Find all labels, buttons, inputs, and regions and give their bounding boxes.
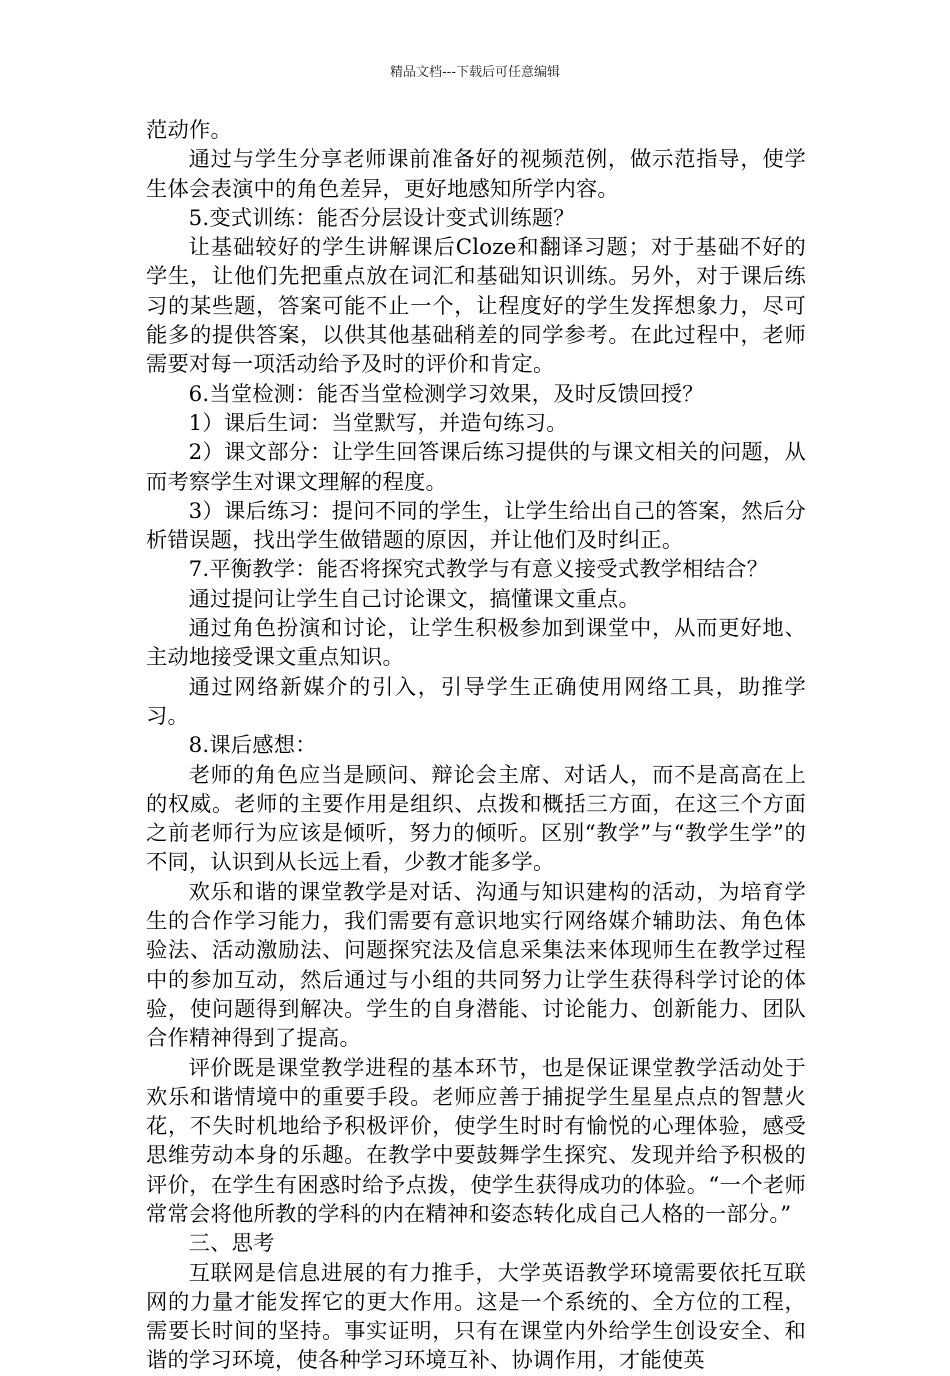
list-item: 2）课文部分：让学生回答课后练习提供的与课文相关的问题，从而考察学生对课文理解的程度。 xyxy=(146,440,806,495)
paragraph: 让基础较好的学生讲解课后Cloze和翻译习题；对于基础不好的学生，让他们先把重点放在词汇和基础知识训练。另外，对于课后练习的某些题，答案可能不止一个，让程度好的学生发挥想象力，尽可能多的提供答案，以供其他基础稍差的同学参考。在此过程中，老师需要对每一项活动给予及时的评价和肯定。 xyxy=(146,235,806,378)
section-heading-8: 8.课后感想： xyxy=(188,733,317,759)
paragraph: 互联网是信息进展的有力推手，大学英语教学环境需要依托互联网的力量才能发挥它的更大作用。这是一个系统的、全方位的工程，需要长时间的坚持。事实证明，只有在课堂内外给学生创设安全、和谐的学习环境，使各种学习环境互补、协调作用，才能使英 xyxy=(146,1260,806,1374)
document-body xyxy=(146,116,806,1376)
paragraph: 老师的角色应当是顾问、辩论会主席、对话人，而不是高高在上的权威。老师的主要作用是组织、点拨和概括三方面，在这三个方面之前老师行为应该是倾听，努力的倾听。区别“教学”与“教学生学”的不同，认识到从长远上看，少教才能多学。 xyxy=(146,762,806,876)
list-item: 1）课后生词：当堂默写，并造句练习。 xyxy=(188,410,568,436)
paragraph: 通过提问让学生自己讨论课文，搞懂课文重点。 xyxy=(188,586,641,612)
paragraph: 通过网络新媒介的引入，引导学生正确使用网络工具，助推学习。 xyxy=(146,674,806,729)
section-heading-6: 6.当堂检测：能否当堂检测学习效果，及时反馈回授？ xyxy=(188,381,704,407)
paragraph: 通过与学生分享老师课前准备好的视频范例，做示范指导，使学生体会表演中的角色差异，更好地感知所学内容。 xyxy=(146,147,806,202)
section-heading-5: 5.变式训练：能否分层设计变式训练题？ xyxy=(188,205,575,231)
paragraph: 通过角色扮演和讨论，让学生积极参加到课堂中，从而更好地、主动地接受课文重点知识。 xyxy=(146,616,806,671)
list-item: 3）课后练习：提问不同的学生，让学生给出自己的答案，然后分析错误题，找出学生做错题的原因，并让他们及时纠正。 xyxy=(146,498,806,554)
paragraph: 欢乐和谐的课堂教学是对话、沟通与知识建构的活动，为培育学生的合作学习能力，我们需要有意识地实行网络媒介辅助法、角色体验法、活动激励法、问题探究法及信息采集法来体现师生在教学过程中的参加互动，然后通过与小组的共同努力让学生获得科学讨论的体验，使问题得到解决。学生的自身潜能、讨论能力、创新能力、团队合作精神得到了提高。 xyxy=(146,879,806,1052)
paragraph-continuation: 范动作。 xyxy=(146,118,232,143)
paragraph: 评价既是课堂教学进程的基本环节，也是保证课堂教学活动处于欢乐和谐情境中的重要手段。老师应善于捕捉学生星星点点的智慧火花，不失时机地给予积极评价，使学生时时有愉悦的心理体验，感受思维劳动本身的乐趣。在教学中要鼓舞学生探究、发现并给予积极的评价，在学生有困惑时给予点拨，使学生获得成功的体验。“一个老师常常会将他所教的学科的内在精神和姿态转化成自己人格的一部分。” xyxy=(146,1055,806,1227)
page-header: 精品文档---下载后可任意编辑 xyxy=(389,65,561,80)
section-heading-3: 三、思考 xyxy=(188,1231,275,1257)
section-heading-7: 7.平衡教学：能否将探究式教学与有意义接受式教学相结合？ xyxy=(188,557,769,583)
